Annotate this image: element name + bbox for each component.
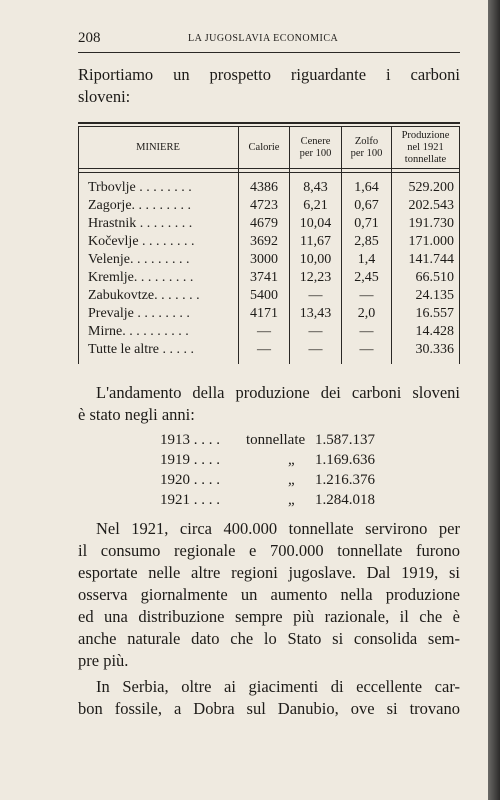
table-cell-calorie: 3692	[250, 234, 278, 249]
table-cell-produzione: 66.510	[415, 270, 454, 285]
production-value: 1.216.376	[315, 472, 375, 488]
header-line: nel 1921	[407, 142, 444, 153]
column-header-miniere: MINIERE	[136, 142, 180, 153]
intro-paragraph	[78, 64, 460, 108]
intro-line: Riportiamo un prospetto riguardante i carboni	[78, 65, 460, 84]
table-cell-calorie: 4679	[250, 216, 278, 231]
table-cell-calorie: —	[257, 324, 271, 339]
production-unit: „	[288, 472, 295, 488]
andamento-line: L'andamento della produzione dei carboni sloveni	[96, 383, 460, 402]
table-cell-zolfo: 1,4	[357, 252, 376, 267]
table-top-rule	[78, 126, 460, 127]
production-value: 1.587.137	[315, 432, 375, 448]
production-year-row	[160, 452, 400, 472]
paragraph-line: ed una distribuzione sempre più razionale, il che è	[78, 607, 460, 626]
production-unit: „	[288, 452, 295, 468]
table-cell-zolfo: —	[359, 288, 374, 303]
production-year: 1913 . . . .	[160, 432, 220, 448]
table-cell-name: Trbovlje . . . . . . . .	[88, 180, 192, 195]
table-cell-name: Prevalje . . . . . . . .	[88, 306, 190, 321]
table-cell-produzione: 14.428	[415, 324, 454, 339]
production-year-row	[160, 432, 400, 452]
page-header	[78, 30, 460, 50]
table-cell-name: Tutte le altre . . . . .	[88, 342, 195, 357]
table-cell-produzione: 202.543	[408, 198, 454, 213]
paragraph-line: Nel 1921, circa 400.000 tonnellate servirono per	[96, 519, 460, 538]
running-title: LA JUGOSLAVIA ECONOMICA	[188, 33, 339, 44]
andamento-line: è stato negli anni:	[78, 405, 195, 424]
production-by-year-list	[160, 432, 400, 512]
production-value: 1.169.636	[315, 452, 375, 468]
table-cell-calorie: 4171	[250, 306, 278, 321]
header-line: Cenere	[300, 136, 331, 147]
table-cell-zolfo: —	[359, 342, 374, 357]
table-cell-produzione: 529.200	[408, 180, 454, 195]
table-cell-calorie: 3000	[250, 252, 278, 267]
table-cell-calorie: 4723	[250, 198, 278, 213]
production-year: 1920 . . . .	[160, 472, 220, 488]
paragraph-line: bon fossile, a Dobra sul Danubio, ove si trovano	[78, 699, 460, 718]
coal-mines-table	[78, 122, 460, 366]
production-unit: tonnellate	[246, 432, 306, 448]
table-cell-name: Zabukovtze. . . . . . .	[88, 288, 200, 303]
table-cell-zolfo: 2,85	[354, 234, 379, 249]
table-cell-cenere: —	[308, 342, 323, 357]
table-header-rule	[78, 172, 460, 173]
header-line: per 100	[299, 148, 332, 159]
andamento-paragraph	[78, 382, 460, 426]
table-cell-calorie: 3741	[250, 270, 278, 285]
paragraph-serbia	[78, 676, 460, 720]
table-cell-calorie: 5400	[250, 288, 278, 303]
table-cell-zolfo: 2,0	[357, 306, 376, 321]
header-line: Zolfo	[354, 136, 379, 147]
paragraph-1921	[78, 518, 460, 672]
table-header-rule	[78, 168, 460, 169]
production-year: 1919 . . . .	[160, 452, 220, 468]
table-cell-zolfo: 0,71	[354, 216, 379, 231]
header-rule	[78, 52, 460, 53]
table-cell-produzione: 191.730	[408, 216, 454, 231]
table-cell-produzione: 30.336	[415, 342, 454, 357]
paragraph-line: il consumo regionale e 700.000 tonnellate furono	[78, 541, 460, 560]
production-unit: „	[288, 492, 295, 508]
table-cell-cenere: —	[308, 288, 323, 303]
production-year-row	[160, 492, 400, 512]
table-cell-name: Velenje. . . . . . . . .	[88, 252, 190, 267]
book-binding-edge	[488, 0, 500, 800]
table-cell-cenere: 8,43	[303, 180, 328, 195]
paragraph-line: anche naturale dato che lo Stato si consolida sem-	[78, 629, 460, 648]
intro-line: sloveni:	[78, 87, 131, 106]
table-cell-cenere: 10,04	[299, 216, 332, 231]
table-cell-produzione: 171.000	[408, 234, 454, 249]
table-border-left	[78, 126, 79, 364]
table-cell-name: Kočevlje . . . . . . . .	[88, 234, 195, 249]
table-cell-name: Hrastnik . . . . . . . .	[88, 216, 193, 231]
table-cell-zolfo: 1,64	[354, 180, 379, 195]
table-cell-calorie: 4386	[250, 180, 278, 195]
table-cell-zolfo: —	[359, 324, 374, 339]
table-cell-cenere: 11,67	[300, 234, 331, 249]
table-cell-name: Kremlje. . . . . . . . .	[88, 270, 194, 285]
table-cell-name: Zagorje. . . . . . . . .	[88, 198, 192, 213]
page-number: 208	[78, 30, 101, 46]
paragraph-line: osserva giornalmente un aumento nella produzione	[78, 585, 460, 604]
table-top-rule	[78, 122, 460, 124]
production-value: 1.284.018	[315, 492, 375, 508]
column-header-calorie: Calorie	[248, 142, 280, 153]
table-cell-cenere: 12,23	[299, 270, 332, 285]
table-cell-zolfo: 2,45	[354, 270, 379, 285]
table-cell-name: Mirne. . . . . . . . . .	[88, 324, 189, 339]
table-cell-cenere: 6,21	[303, 198, 328, 213]
paragraph-line: pre più.	[78, 651, 129, 670]
header-line: tonnellate	[404, 154, 447, 165]
column-header-zolfo	[342, 136, 391, 160]
table-cell-cenere: —	[308, 324, 323, 339]
production-year-row	[160, 472, 400, 492]
production-year: 1921 . . . .	[160, 492, 220, 508]
column-header-produzione	[392, 130, 459, 166]
table-border-right	[459, 126, 460, 364]
header-line: per 100	[350, 148, 383, 159]
table-cell-produzione: 141.744	[408, 252, 454, 267]
table-cell-calorie: —	[257, 342, 271, 357]
table-cell-zolfo: 0,67	[354, 198, 379, 213]
paragraph-line: In Serbia, oltre ai giacimenti di eccellente car-	[96, 677, 460, 696]
header-line: Produzione	[401, 130, 450, 141]
table-cell-cenere: 10,00	[299, 252, 332, 267]
paragraph-line: esportate nelle altre regioni jugoslave. Dal 1919, si	[78, 563, 460, 582]
table-cell-produzione: 16.557	[415, 306, 454, 321]
table-cell-cenere: 13,43	[299, 306, 332, 321]
table-cell-produzione: 24.135	[415, 288, 454, 303]
column-header-cenere	[290, 136, 341, 160]
